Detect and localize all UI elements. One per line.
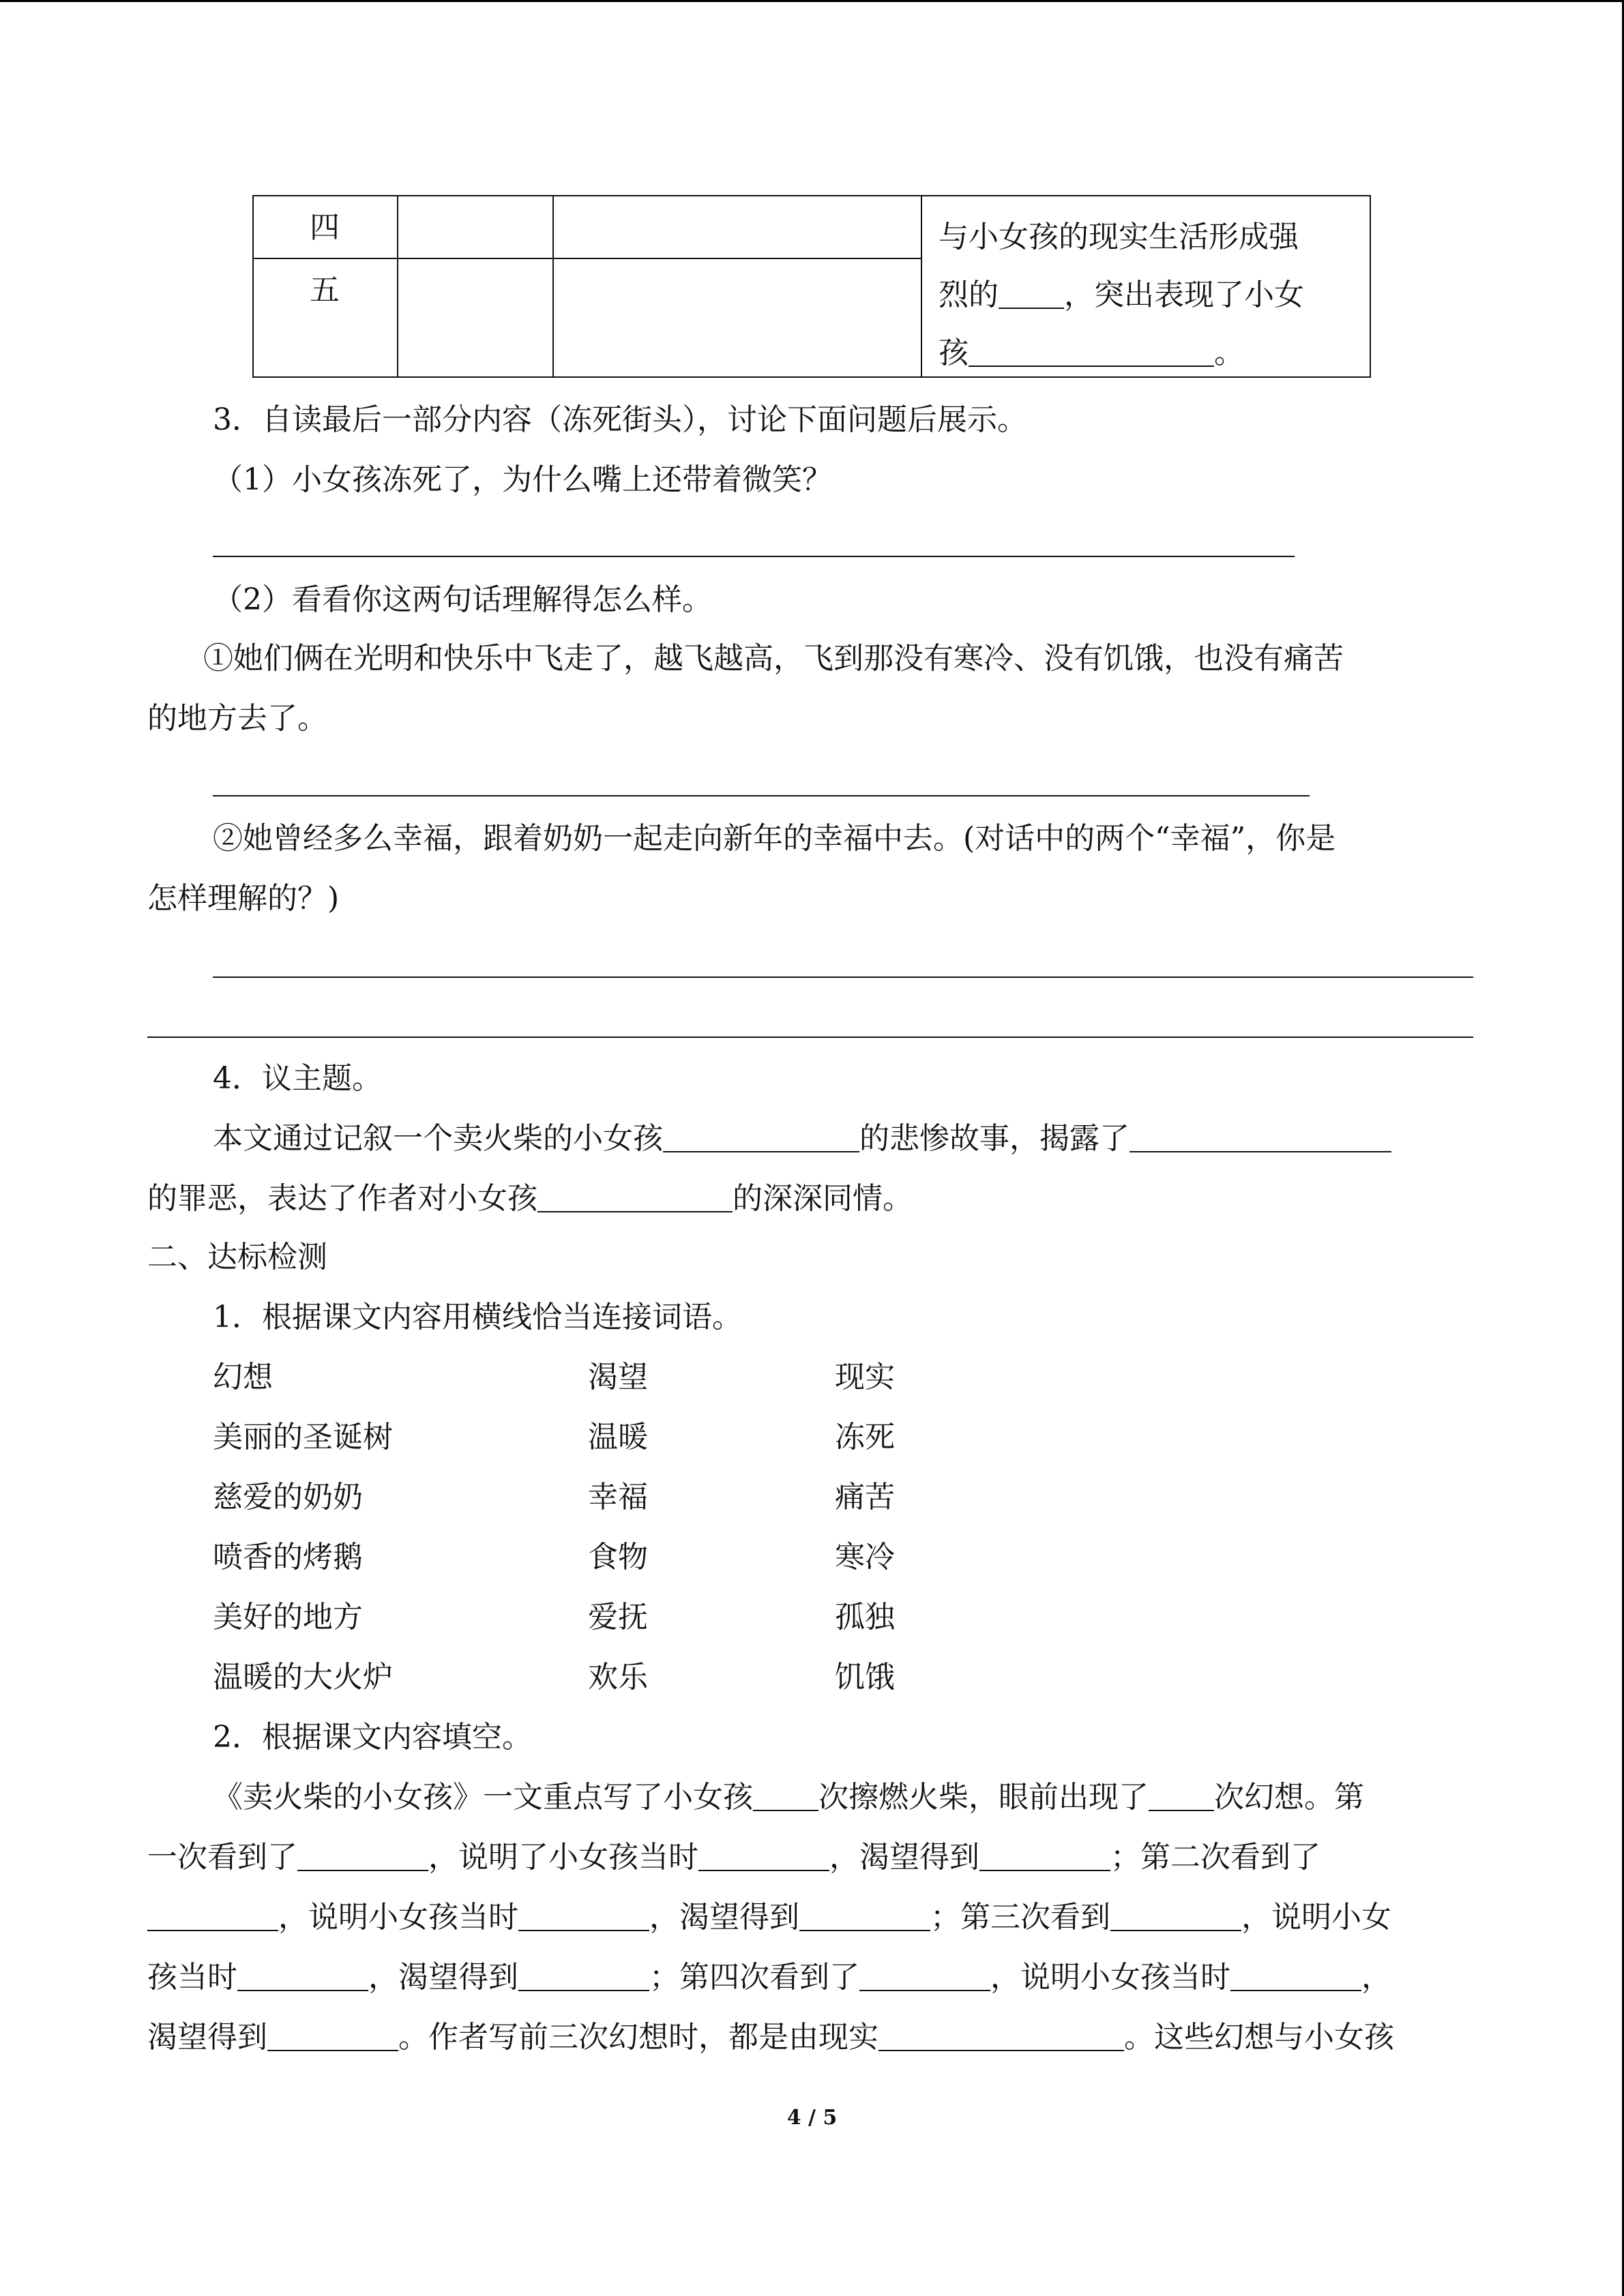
q3-sub2: （2）看看你这两句话理解得怎么样。 — [213, 582, 712, 617]
connect-word-col2[interactable]: 温暖 — [588, 1420, 648, 1455]
section2-heading: 二、达标检测 — [147, 1240, 327, 1274]
connect-word-col1[interactable]: 慈爱的奶奶 — [213, 1480, 363, 1515]
table-right-cell-line1: 与小女孩的现实生活形成强 — [939, 220, 1299, 254]
q3-title: 3．自读最后一部分内容（冻死街头），讨论下面问题后展示。 — [213, 402, 1027, 437]
section2-q2-title: 2．根据课文内容填空。 — [213, 1720, 532, 1755]
connect-word-col2[interactable]: 爱抚 — [588, 1600, 648, 1635]
connect-word-col3[interactable]: 寒冷 — [835, 1540, 895, 1575]
q4-line1: 本文通过记叙一个卖火柴的小女孩 的悲惨故事，揭露了 — [213, 1124, 1391, 1154]
table-right-cell-line3: 孩 。 — [939, 336, 1244, 370]
table-right-cell-line2: 烈的 ，突出表现了小女 — [939, 278, 1304, 312]
connect-word-col3[interactable]: 痛苦 — [835, 1480, 895, 1515]
connect-word-col3[interactable]: 冻死 — [835, 1420, 895, 1455]
connect-word-col1[interactable]: 喷香的烤鹅 — [213, 1540, 363, 1575]
connect-word-col2[interactable]: 幸福 — [588, 1480, 648, 1515]
fill-paragraph-line3: ，说明小女孩当时 ，渴望得到 ；第三次看到 ，说明小女 — [147, 1903, 1391, 1933]
fill-paragraph-line4: 孩当时 ，渴望得到 ；第四次看到了 ，说明小女孩当时 ， — [147, 1960, 1391, 1995]
q4-title: 4．议主题。 — [213, 1061, 382, 1096]
connect-word-col3[interactable]: 现实 — [835, 1360, 895, 1395]
q3-sentence1-line1: ①她们俩在光明和快乐中飞走了，越飞越高，飞到那没有寒冷、没有饥饿，也没有痛苦 — [203, 641, 1344, 676]
q4-line2: 的罪恶，表达了作者对小女孩 的深深同情。 — [147, 1181, 913, 1216]
table-row-label-five: 五 — [310, 273, 340, 308]
answer-line[interactable] — [213, 795, 1310, 796]
fantasy-table — [252, 195, 1371, 378]
page-number: 4 / 5 — [786, 2106, 838, 2130]
answer-line[interactable] — [213, 556, 1295, 557]
connect-word-col2[interactable]: 食物 — [588, 1540, 648, 1575]
connect-word-col3[interactable]: 饥饿 — [835, 1660, 895, 1695]
connect-word-col1[interactable]: 美好的地方 — [213, 1600, 363, 1635]
fill-paragraph-line2: 一次看到了 ，说明了小女孩当时 ，渴望得到 ；第二次看到了 — [147, 1840, 1320, 1875]
connect-word-col2[interactable]: 渴望 — [588, 1360, 648, 1395]
table-row-label-four: 四 — [310, 210, 340, 245]
connect-word-col1[interactable]: 温暖的大火炉 — [213, 1660, 393, 1695]
q3-sentence2-line1: ②她曾经多么幸福，跟着奶奶一起走向新年的幸福中去。(对话中的两个“幸福”，你是 — [213, 821, 1336, 856]
section2-q1-title: 1．根据课文内容用横线恰当连接词语。 — [213, 1300, 742, 1335]
answer-line[interactable] — [147, 1037, 1473, 1038]
q3-sentence2-line2: 怎样理解的？) — [147, 881, 340, 916]
fill-paragraph-line1: 《卖火柴的小女孩》一文重点写了小女孩 次擦燃火柴，眼前出现了 次幻想。第 — [213, 1780, 1364, 1815]
q3-sentence1-line2: 的地方去了。 — [147, 701, 327, 736]
connect-word-col2[interactable]: 欢乐 — [588, 1660, 648, 1695]
connect-word-col1[interactable]: 美丽的圣诞树 — [213, 1420, 393, 1455]
connect-word-col3[interactable]: 孤独 — [835, 1600, 895, 1635]
q3-sub1: （1）小女孩冻死了，为什么嘴上还带着微笑？ — [213, 462, 832, 497]
fill-paragraph-line5: 渴望得到 。作者写前三次幻想时，都是由现实 。这些幻想与小女孩 — [147, 2020, 1394, 2055]
answer-line[interactable] — [213, 976, 1473, 978]
connect-word-col1[interactable]: 幻想 — [213, 1360, 273, 1395]
